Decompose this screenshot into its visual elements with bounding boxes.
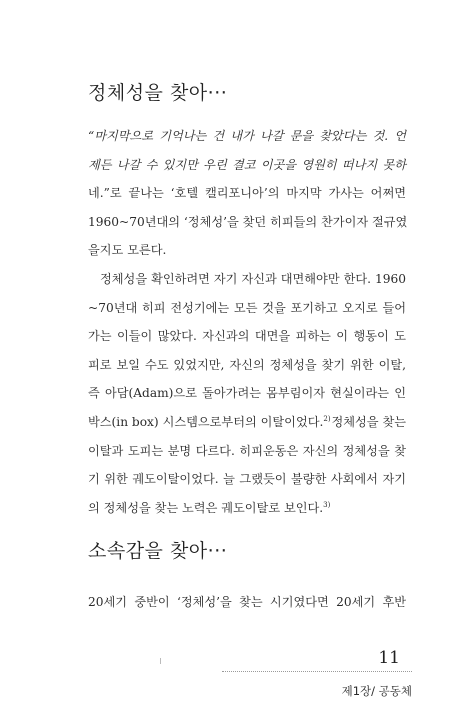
footer-divider (222, 671, 412, 672)
section-body-belonging (88, 588, 406, 617)
page-number: 11 (378, 648, 400, 668)
chapter-label: 제1장/ 공동체 (341, 684, 412, 698)
paragraph-line-with-footnote (88, 494, 406, 523)
paragraph-line: ~70년대 히피 전성기에는 모든 것을 포기하고 오지로 들어 (88, 300, 406, 315)
footer-mark (160, 658, 161, 664)
paragraph-line-with-footnote (88, 408, 406, 437)
paragraph-line: 20세기 중반이 ‘정체성’을 찾는 시기였다면 20세기 후반 (88, 595, 406, 609)
quote-line: “마지막으로 기억나는 건 내가 나갈 문을 찾았다는 것. 언 (88, 129, 406, 143)
section-body-identity (88, 122, 406, 522)
paragraph-line: 네.”로 끝나는 ‘호텔 캘리포니아’의 마지막 가사는 어쩌면 (88, 186, 406, 201)
paragraph-line: 을지도 모른다. (88, 243, 167, 258)
paragraph-line: 이탈과 도피는 분명 다르다. 히피운동은 자신의 정체성을 찾 (88, 443, 406, 458)
footnote-marker: 2) (323, 414, 331, 423)
paragraph-line: 피로 보일 수도 있었지만, 자신의 정체성을 찾기 위한 이탈, (88, 357, 406, 372)
paragraph-line: 가는 이들이 많았다. 자신과의 대면을 피하는 이 행동이 도 (88, 329, 406, 344)
section-heading-belonging: 소속감을 찾아··· (88, 540, 228, 562)
paragraph-line: 기 위한 궤도이탈이었다. 늘 그랬듯이 불량한 사회에서 자기 (88, 472, 406, 487)
quote-line (88, 151, 406, 180)
paragraph-line-text (88, 408, 331, 437)
section-heading-identity: 정체성을 찾아··· (88, 82, 228, 104)
paragraph-line: 즉 아담(Adam)으로 돌아가려는 몸부림이자 현실이라는 인 (88, 386, 406, 401)
paragraph-text-segment: 정체성을 찾는 (331, 414, 406, 429)
footnote-marker: 3) (323, 500, 331, 509)
quote-lyric-text: 제든 나갈 수 있지만 우린 결코 이곳을 영원히 떠나지 못하 (88, 157, 406, 172)
paragraph-line: 1960~70년대의 ‘정체성’을 찾던 히피들의 찬가이자 절규였 (88, 214, 408, 229)
paragraph-text-segment: 박스(in box) 시스템으로부터의 이탈이었다. (88, 414, 324, 429)
paragraph-line: 정체성을 확인하려면 자기 자신과 대면해야만 한다. 1960 (100, 271, 406, 286)
paragraph-text-segment: 의 정체성을 찾는 노력은 궤도이탈로 보인다. (88, 500, 324, 515)
